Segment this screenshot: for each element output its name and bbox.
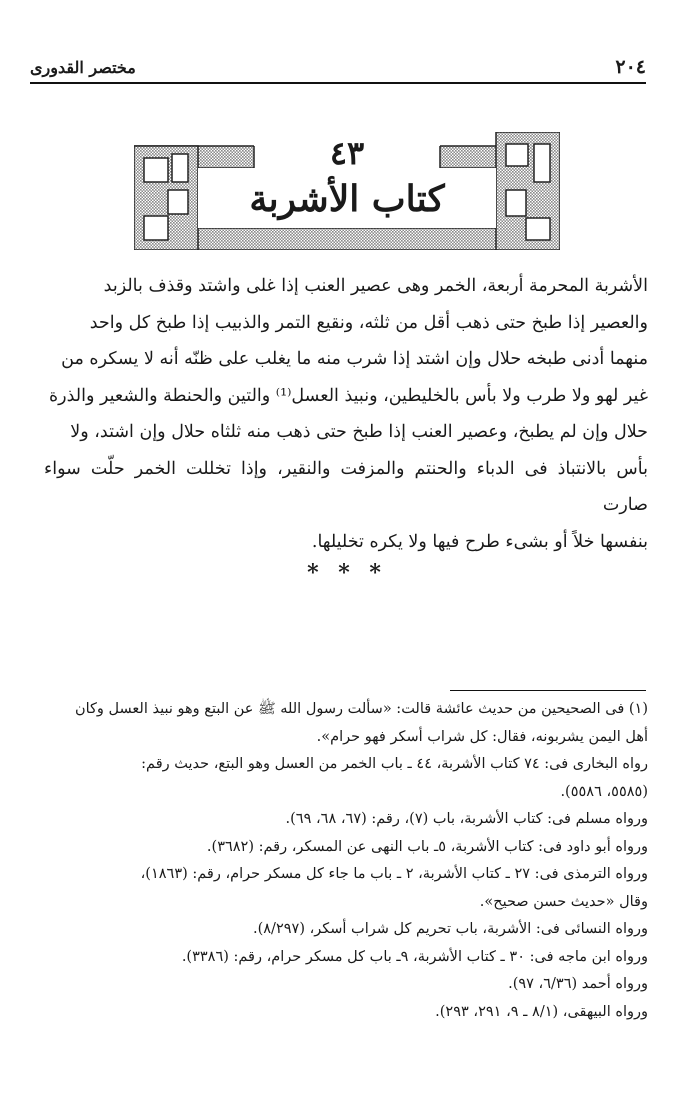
- body-line: غير لهو ولا طرب ولا بأس بالخليطين، ونبيذ العسل⁽¹⁾ والتين والحنطة والشعير والذرة: [48, 385, 648, 406]
- section-separator: * * *: [307, 560, 387, 586]
- body-line: بأس بالانتباذ فى الدباء والحنتم والمزفت والنقير، وإذا تخللت الخمر حلّت سواء صارت: [44, 458, 648, 515]
- body-line: الأشربة المحرمة أربعة، الخمر وهى عصير العنب إذا غلى واشتد وقذف بالزبد: [103, 276, 648, 296]
- footnote-line: ورواه الترمذى فى: ٢٧ ـ كتاب الأشربة، ٢ ـ باب ما جاء كل مسكر حرام، رقم: (١٨٦٣)،: [140, 866, 648, 882]
- footnote-line: ورواه أبو داود فى: كتاب الأشربة، ٥ـ باب النهى عن المسكر، رقم: (٣٦٨٢).: [206, 838, 648, 855]
- footnote-line: ورواه مسلم فى: كتاب الأشربة، باب (٧)، رقم: (٦٧، ٦٨، ٦٩).: [285, 811, 648, 827]
- body-line: منهما أدنى طبخه حلال وإن اشتد إذا شرب منه ما يغلب على ظنّه أنه لا يسكره من: [61, 349, 648, 369]
- footnote-rule: [450, 690, 646, 691]
- footnote-line: ورواه النسائى فى: الأشربة، باب تحريم كل شراب أسكر، (٨/٢٩٧).: [252, 921, 648, 937]
- footnote-line: وقال «حديث حسن صحيح».: [479, 893, 648, 910]
- footnote-line: (١) فى الصحيحين من حديث عائشة قالت: «سألت رسول الله ﷺ عن البتع وهو نبيذ العسل وكان: [74, 701, 648, 717]
- chapter-body: [44, 268, 648, 560]
- running-header: [30, 54, 646, 80]
- body-line: والعصير إذا طبخ حتى ذهب أقل من ثلثه، ونقيع التمر والذبيب إذا طبخ كل واحد: [89, 312, 648, 333]
- body-line: حلال وإن لم يطبخ، وعصير العنب إذا طبخ حتى ذهب منه ثلثاه حلال وإن اشتد، ولا: [70, 422, 648, 442]
- footnote-line: (٥٥٨٥، ٥٥٨٦).: [560, 783, 648, 800]
- chapter-number: ٤٣: [329, 134, 365, 172]
- footnote-line: أهل اليمن يشربونه، فقال: كل شراب أسكر فهو حرام».: [316, 728, 648, 745]
- header-rule: [30, 82, 646, 84]
- footnote-line: ورواه البيهقى، (٨/١ ـ ٩، ٢٩١، ٢٩٣).: [435, 1003, 648, 1020]
- footnote-line: ورواه ابن ماجه فى: ٣٠ ـ كتاب الأشربة، ٩ـ باب كل مسكر حرام، رقم: (٣٣٨٦).: [181, 948, 648, 965]
- footnotes: [44, 696, 648, 1026]
- chapter-heading: [134, 132, 560, 250]
- page-number: ٢٠٤: [615, 56, 646, 78]
- chapter-title: كتاب الأشربة: [249, 178, 445, 220]
- footnote-line: رواه البخارى فى: ٧٤ كتاب الأشربة، ٤٤ ـ باب الخمر من العسل وهو البتع، حديث رقم:: [141, 756, 648, 772]
- footnote-line: ورواه أحمد (٦/٣٦، ٩٧).: [508, 976, 648, 992]
- book-title: مختصر القدورى: [30, 58, 136, 77]
- body-line: بنفسها خلاً أو بشىء طرح فيها ولا يكره تخليلها.: [311, 531, 648, 552]
